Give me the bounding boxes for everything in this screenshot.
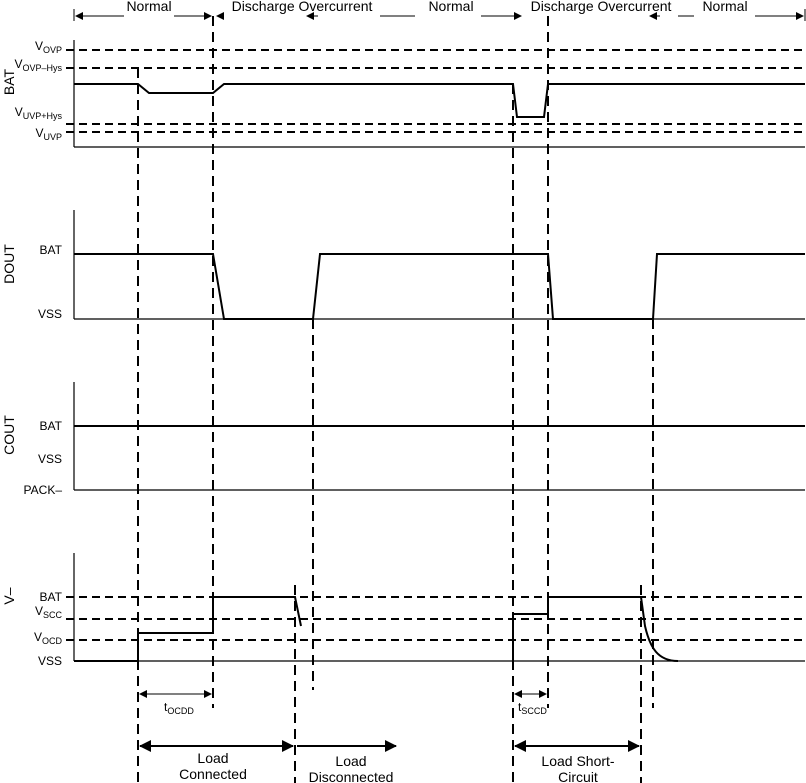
dout-bat-label: BAT (39, 243, 62, 257)
dout-panel (1, 210, 805, 321)
vminus-bat-label: BAT (39, 590, 62, 604)
cout-vss-label: VSS (37, 452, 62, 466)
tsccd-label: $t_{SCCD}$ (518, 700, 547, 716)
dout-vss-label: VSS (37, 307, 62, 321)
vuvp-label: $V_{UVP}$ (35, 126, 62, 142)
timing-annotations (140, 694, 547, 716)
dout-trace (74, 254, 805, 319)
vminus-vss-label: VSS (37, 654, 62, 668)
vuvp-hys-label: $V_{UVP+Hys}$ (14, 105, 62, 121)
phase-label-discharge-overcurrent-2: Discharge Overcurrent (530, 0, 672, 14)
cout-panel (1, 382, 805, 497)
vscc-label: $V_{SCC}$ (34, 604, 62, 620)
bat-panel (1, 39, 805, 147)
phase-label-normal-3: Normal (702, 0, 748, 14)
cout-axis-title: COUT (1, 415, 17, 455)
cout-pack-label: PACK– (23, 483, 62, 497)
cout-bat-label: BAT (39, 419, 62, 433)
load-connected-label: Load Connected (179, 750, 247, 782)
vovp-hys-label: $V_{OVP-Hys}$ (14, 57, 62, 73)
vocd-label: $V_{OCD}$ (33, 630, 62, 646)
phase-header (74, 0, 805, 21)
vminus-axis-title: V– (1, 587, 17, 605)
phase-label-normal-2: Normal (428, 0, 474, 14)
load-short-circuit-label: Load Short-Circuit (541, 753, 615, 783)
bat-axis-title: BAT (1, 68, 17, 96)
tocdd-label: $t_{OCDD}$ (164, 700, 194, 716)
load-events (140, 746, 639, 783)
dout-axis-title: DOUT (1, 244, 17, 284)
vminus-trace-segment (74, 597, 301, 661)
phase-label-discharge-overcurrent-1: Discharge Overcurrent (231, 0, 373, 14)
phase-label-normal-1: Normal (126, 0, 172, 14)
load-disconnected-label: Load Disconnected (308, 753, 394, 783)
vminus-panel (1, 553, 805, 668)
bat-voltage-trace (74, 84, 805, 117)
vovp-label: $V_{OVP}$ (34, 39, 62, 55)
